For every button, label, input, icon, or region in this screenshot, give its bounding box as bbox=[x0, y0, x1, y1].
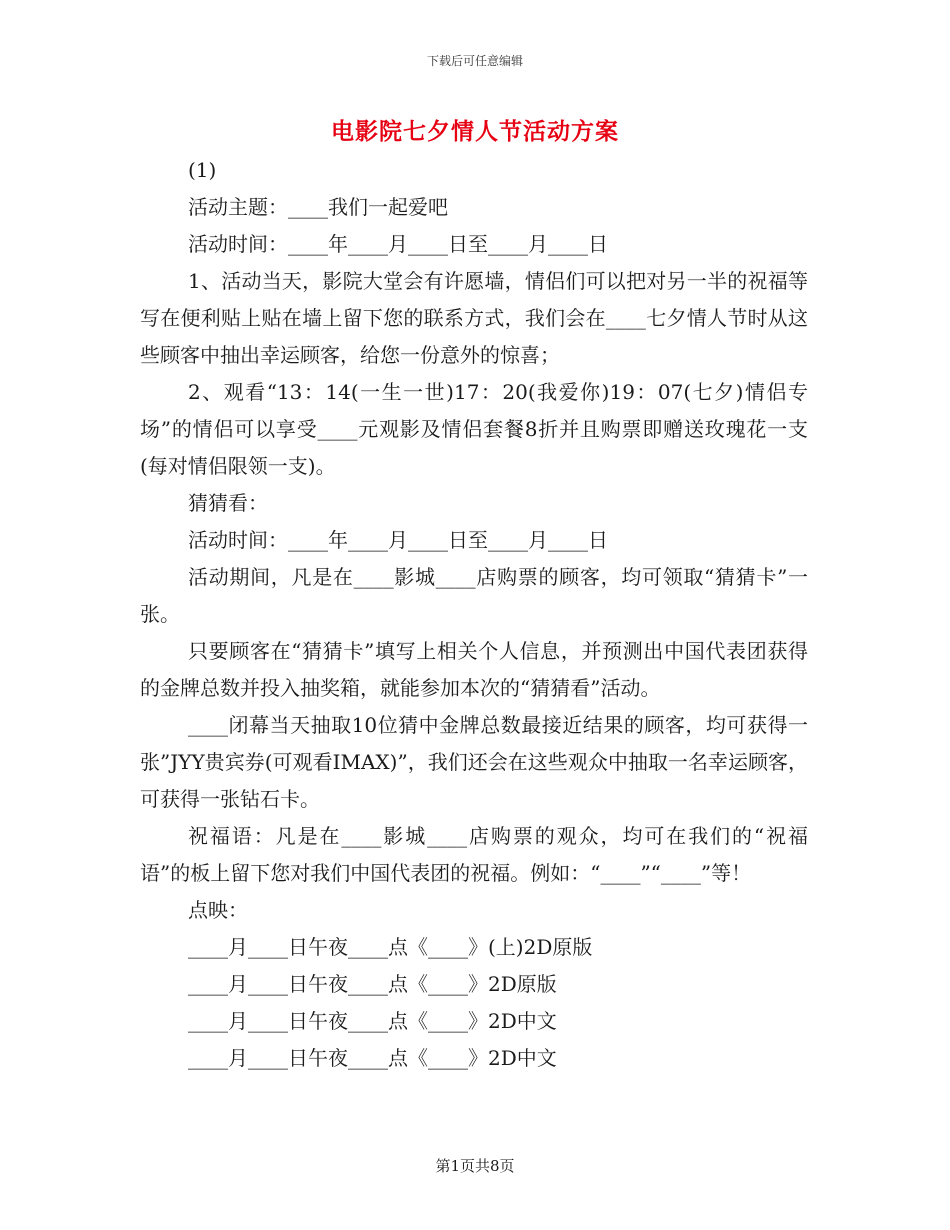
paragraph-guess-prize: ____闭幕当天抽取10位猜中金牌总数最接近结果的顾客，均可获得一张”JYY贵宾券(可观看IMAX)”，我们还会在这些观众中抽取一名幸运顾客，可获得一张钻石卡。 bbox=[140, 713, 808, 811]
paragraph-screening-1: ____月____日午夜____点《____》(上)2D原版 bbox=[188, 935, 593, 959]
paragraph-blessing: 祝福语：凡是在____影城____店购票的观众，均可在我们的“祝福语”的板上留下您对我们中国代表团的祝福。例如：“____”“____”等！ bbox=[140, 824, 808, 885]
paragraph-guess-rules: 只要顾客在“猜猜卡”填写上相关个人信息，并预测出中国代表团获得的金牌总数并投入抽奖箱，就能参加本次的“猜猜看”活动。 bbox=[140, 639, 808, 700]
document-body bbox=[140, 152, 808, 1077]
paragraph-guess-card: 活动期间，凡是在____影城____店购票的顾客，均可领取“猜猜卡”一张。 bbox=[140, 565, 808, 626]
paragraph-screening-2: ____月____日午夜____点《____》2D原版 bbox=[188, 972, 557, 996]
paragraph-activity-time: 活动时间：____年____月____日至____月____日 bbox=[188, 232, 608, 256]
paragraph-screening-3: ____月____日午夜____点《____》2D中文 bbox=[188, 1009, 557, 1033]
paragraph-guess-time: 活动时间：____年____月____日至____月____日 bbox=[188, 528, 608, 552]
paragraph-screening-heading: 点映： bbox=[188, 898, 248, 922]
paragraph-activity-theme: 活动主题：____我们一起爱吧 bbox=[188, 195, 448, 219]
paragraph-wish-wall: 1、活动当天，影院大堂会有许愿墙，情侣们可以把对另一半的祝福等写在便利贴上贴在墙上留下您的联系方式，我们会在____七夕情人节时从这些顾客中抽出幸运顾客，给您一份意外的惊喜； bbox=[140, 269, 808, 367]
paragraph-section-number: (1) bbox=[188, 158, 217, 182]
paragraph-couple-screening: 2、观看“13：14(一生一世)17：20(我爱你)19：07(七夕)情侣专场”的情侣可以享受____元观影及情侣套餐8折并且购票即赠送玫瑰花一支(每对情侣限领一支)。 bbox=[140, 380, 808, 478]
page-header-note: 下载后可任意编辑 bbox=[426, 54, 523, 68]
page-number: 第1页共8页 bbox=[435, 1157, 515, 1175]
document-title: 电影院七夕情人节活动方案 bbox=[331, 118, 619, 145]
paragraph-guess-heading: 猜猜看： bbox=[188, 491, 268, 515]
paragraph-screening-4: ____月____日午夜____点《____》2D中文 bbox=[188, 1046, 557, 1070]
